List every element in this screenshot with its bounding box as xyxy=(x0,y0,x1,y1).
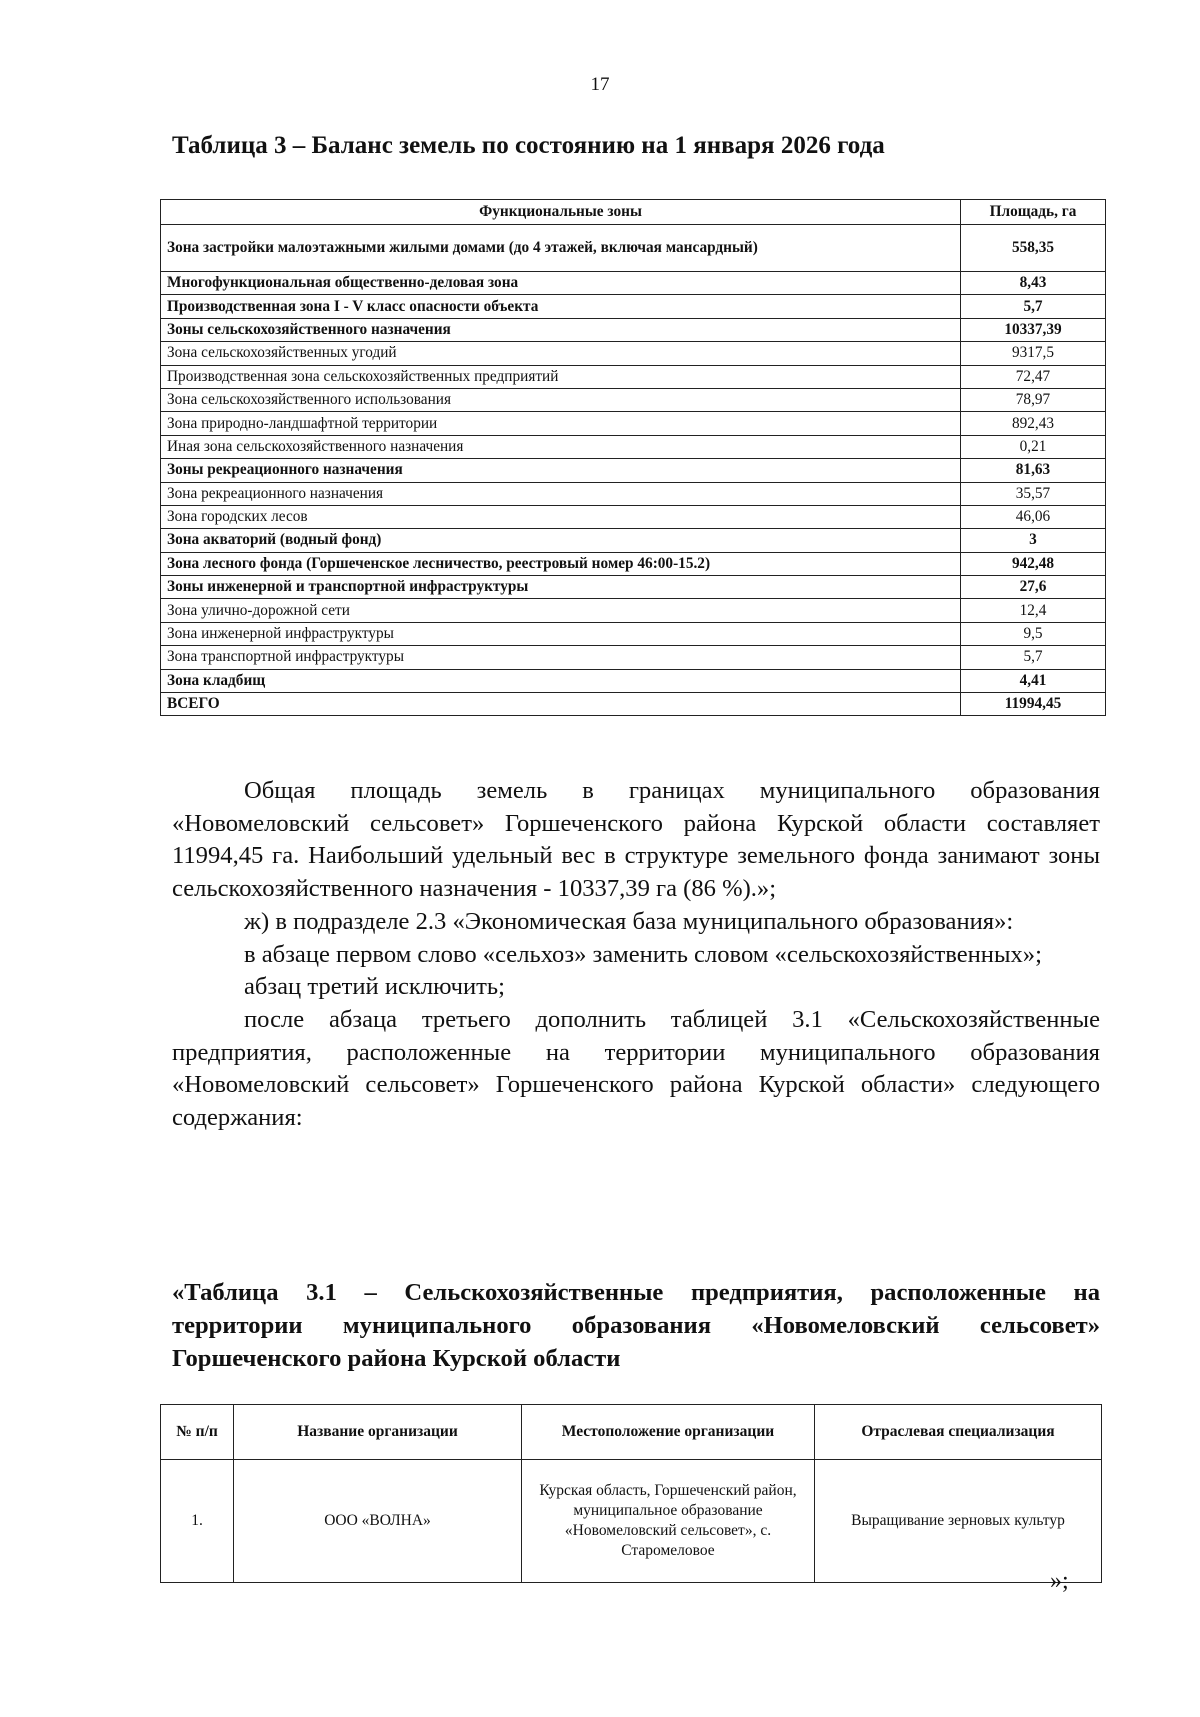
table31-title: «Таблица 3.1 – Сельскохозяйственные предприятия, расположенные на территории муниципального образования «Новомеловский сельсовет» Горшеченского района Курской области xyxy=(172,1279,1100,1372)
zone-name-cell: Зона застройки малоэтажными жилыми домами (до 4 этажей, включая мансардный) xyxy=(161,225,961,272)
table-row xyxy=(161,576,1106,599)
table31-header-row xyxy=(161,1405,1102,1460)
zone-name-cell: Зоны рекреационного назначения xyxy=(161,459,961,482)
zone-name-cell: Зона улично-дорожной сети xyxy=(161,599,961,622)
table31-header-num: № п/п xyxy=(161,1405,234,1460)
table-row xyxy=(161,1460,1102,1583)
zone-name-cell: Зоны сельскохозяйственного назначения xyxy=(161,318,961,341)
zone-name-cell: Производственная зона I - V класс опасности объекта xyxy=(161,295,961,318)
land-balance-table xyxy=(160,199,1106,716)
paragraph-subsection: ж) в подразделе 2.3 «Экономическая база муниципального образования»: xyxy=(244,907,1014,935)
table31-header-name: Название организации xyxy=(234,1405,522,1460)
table31-header-specialization: Отраслевая специализация xyxy=(815,1405,1102,1460)
table-row xyxy=(161,272,1106,295)
table-row xyxy=(161,342,1106,365)
table-row xyxy=(161,225,1106,272)
specialization-cell: Выращивание зерновых культур xyxy=(815,1460,1102,1583)
zone-name-cell: Многофункциональная общественно-деловая зона xyxy=(161,272,961,295)
area-cell: 12,4 xyxy=(961,599,1106,622)
zone-name-cell: Зона рекреационного назначения xyxy=(161,482,961,505)
zone-name-cell: Зона городских лесов xyxy=(161,505,961,528)
organization-location-cell: Курская область, Горшеченский район, муниципальное образование «Новомеловский сельсовет», с. Старомеловое xyxy=(522,1460,815,1583)
table31-body xyxy=(161,1460,1102,1583)
zone-name-cell: Производственная зона сельскохозяйственных предприятий xyxy=(161,365,961,388)
area-cell: 8,43 xyxy=(961,272,1106,295)
area-cell: 46,06 xyxy=(961,505,1106,528)
zone-name-cell: Зона сельскохозяйственного использования xyxy=(161,388,961,411)
agri-enterprises-table xyxy=(160,1404,1102,1583)
area-cell: 9317,5 xyxy=(961,342,1106,365)
table-row xyxy=(161,435,1106,458)
organization-name-cell: ООО «ВОЛНА» xyxy=(234,1460,522,1583)
paragraph-replace-word: в абзаце первом слово «сельхоз» заменить словом «сельскохозяйственных»; xyxy=(244,940,1042,968)
area-cell: 78,97 xyxy=(961,388,1106,411)
table-row xyxy=(161,365,1106,388)
zone-name-cell: Иная зона сельскохозяйственного назначения xyxy=(161,435,961,458)
page-number: 17 xyxy=(590,74,610,95)
area-cell: 11994,45 xyxy=(961,693,1106,716)
table3-header-row xyxy=(161,200,1106,225)
paragraph-total-area: Общая площадь земель в границах муниципального образования «Новомеловский сельсовет» Горшеченского района Курской области составляет 11994,45 га. Наибольший удельный вес в структуре земельного фонда занимают зоны сельскохозяйственного назначения - 10337,39 га (86 %).»; xyxy=(172,777,1100,903)
body-text xyxy=(172,775,1100,1135)
area-cell: 892,43 xyxy=(961,412,1106,435)
zone-name-cell: Зона транспортной инфраструктуры xyxy=(161,646,961,669)
area-cell: 5,7 xyxy=(961,295,1106,318)
table-row xyxy=(161,622,1106,645)
table31-header-location: Местоположение организации xyxy=(522,1405,815,1460)
area-cell: 72,47 xyxy=(961,365,1106,388)
area-cell: 81,63 xyxy=(961,459,1106,482)
area-cell: 4,41 xyxy=(961,669,1106,692)
area-cell: 10337,39 xyxy=(961,318,1106,341)
table-row xyxy=(161,646,1106,669)
area-cell: 27,6 xyxy=(961,576,1106,599)
area-cell: 35,57 xyxy=(961,482,1106,505)
zone-name-cell: Зона сельскохозяйственных угодий xyxy=(161,342,961,365)
zone-name-cell: Зона инженерной инфраструктуры xyxy=(161,622,961,645)
table3-header-area: Площадь, га xyxy=(961,200,1106,225)
table-row xyxy=(161,552,1106,575)
table3-body xyxy=(161,225,1106,716)
table-row xyxy=(161,505,1106,528)
table-row xyxy=(161,529,1106,552)
zone-name-cell: Зоны инженерной и транспортной инфраструктуры xyxy=(161,576,961,599)
area-cell: 558,35 xyxy=(961,225,1106,272)
table-row xyxy=(161,388,1106,411)
area-cell: 0,21 xyxy=(961,435,1106,458)
area-cell: 942,48 xyxy=(961,552,1106,575)
table-row xyxy=(161,318,1106,341)
table3-header-zone: Функциональные зоны xyxy=(161,200,961,225)
table-row xyxy=(161,412,1106,435)
paragraph-add-table: после абзаца третьего дополнить таблицей 3.1 «Сельскохозяйственные предприятия, расположенные на территории муниципального образования «Новомеловский сельсовет» Горшеченского района Курской области» следующего содержания: xyxy=(172,1005,1100,1132)
zone-name-cell: ВСЕГО xyxy=(161,693,961,716)
area-cell: 9,5 xyxy=(961,622,1106,645)
table-row xyxy=(161,693,1106,716)
zone-name-cell: Зона кладбищ xyxy=(161,669,961,692)
zone-name-cell: Зона природно-ландшафтной территории xyxy=(161,412,961,435)
table-row xyxy=(161,459,1106,482)
closing-quote: »; xyxy=(1050,1568,1069,1594)
zone-name-cell: Зона лесного фонда (Горшеченское лесничество, реестровый номер 46:00-15.2) xyxy=(161,552,961,575)
area-cell: 3 xyxy=(961,529,1106,552)
zone-name-cell: Зона акваторий (водный фонд) xyxy=(161,529,961,552)
paragraph-exclude: абзац третий исключить; xyxy=(244,973,505,1001)
table-row xyxy=(161,482,1106,505)
table-row xyxy=(161,295,1106,318)
area-cell: 5,7 xyxy=(961,646,1106,669)
table-row xyxy=(161,599,1106,622)
table3-title: Таблица 3 – Баланс земель по состоянию на 1 января 2026 года xyxy=(172,132,885,159)
row-number-cell: 1. xyxy=(161,1460,234,1583)
table-row xyxy=(161,669,1106,692)
